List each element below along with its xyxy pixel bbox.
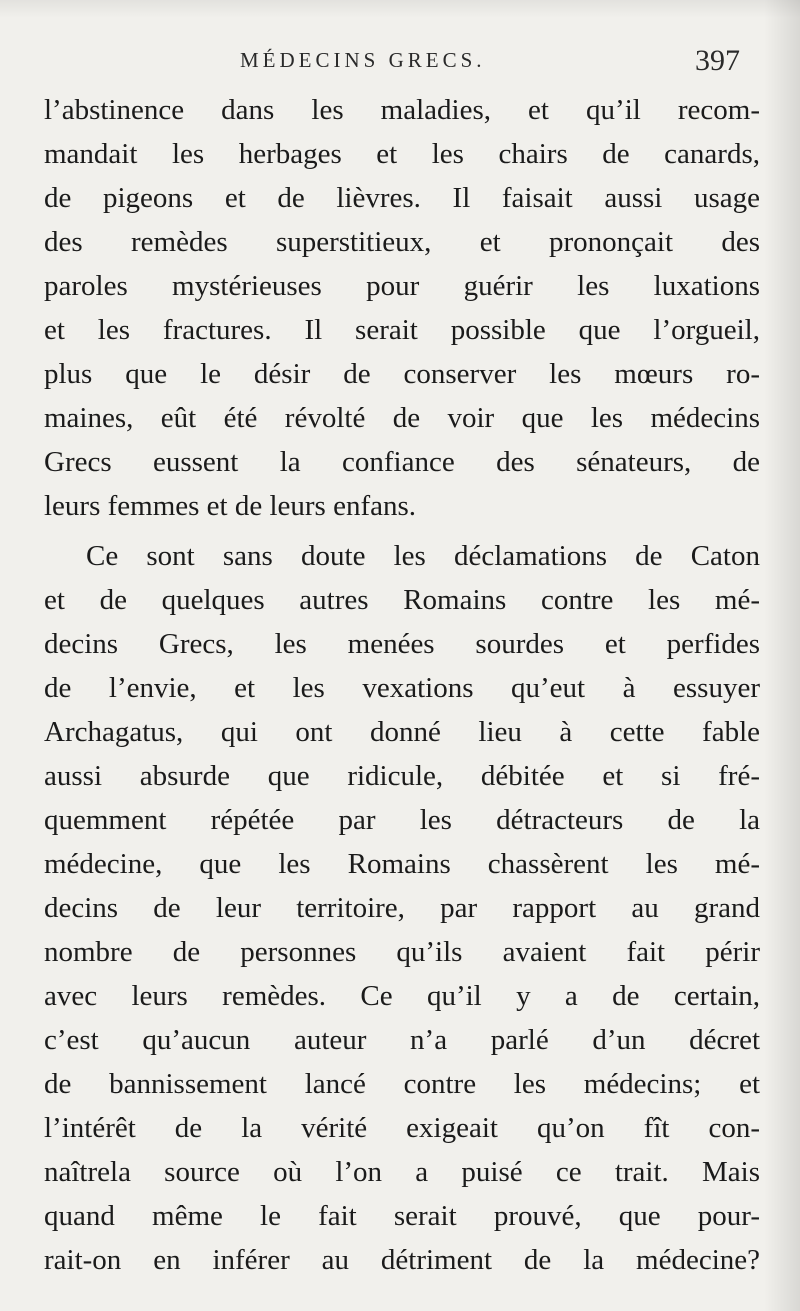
- text-line: maines, eût été révolté de voir que les médecins: [44, 402, 760, 434]
- page-header: [0, 46, 800, 80]
- text-line: aussi absurde que ridicule, débitée et si fré-: [44, 760, 760, 792]
- text-line: quemment répétée par les détracteurs de la: [44, 804, 760, 836]
- text-line: médecine, que les Romains chassèrent les mé-: [44, 848, 760, 880]
- text-line: nombre de personnes qu’ils avaient fait périr: [44, 936, 760, 968]
- text-line: avec leurs remèdes. Ce qu’il y a de certain,: [44, 980, 760, 1012]
- text-line: plus que le désir de conserver les mœurs ro-: [44, 358, 760, 390]
- text-line: de bannissement lancé contre les médecins; et: [44, 1068, 760, 1100]
- text-line: et les fractures. Il serait possible que l’orgueil,: [44, 314, 760, 346]
- text-line: decins de leur territoire, par rapport au grand: [44, 892, 760, 924]
- text-line: des remèdes superstitieux, et prononçait des: [44, 226, 760, 258]
- paragraph-2: [44, 534, 760, 1282]
- paragraph-1: [44, 88, 760, 528]
- text-line: de l’envie, et les vexations qu’eut à essuyer: [44, 672, 760, 704]
- text-line: leurs femmes et de leurs enfans.: [44, 490, 417, 522]
- text-line: decins Grecs, les menées sourdes et perfides: [44, 628, 760, 660]
- running-head: MÉDECINS GRECS.: [240, 48, 486, 72]
- text-line: l’abstinence dans les maladies, et qu’il recom-: [44, 94, 760, 126]
- text-line: naîtrela source où l’on a puisé ce trait. Mais: [44, 1156, 760, 1188]
- text-line: c’est qu’aucun auteur n’a parlé d’un décret: [44, 1024, 760, 1056]
- page-edge-shade: [764, 0, 800, 1311]
- text-line: l’intérêt de la vérité exigeait qu’on fît con-: [44, 1112, 760, 1144]
- text-line: Archagatus, qui ont donné lieu à cette fable: [44, 716, 760, 748]
- text-line: quand même le fait serait prouvé, que pour-: [44, 1200, 760, 1232]
- text-line: Ce sont sans doute les déclamations de Caton: [86, 540, 760, 572]
- text-line: mandait les herbages et les chairs de canards,: [44, 138, 760, 170]
- page-number: 397: [695, 44, 740, 77]
- text-line: et de quelques autres Romains contre les mé-: [44, 584, 760, 616]
- text-line: rait-on en inférer au détriment de la médecine?: [44, 1244, 760, 1276]
- text-line: Grecs eussent la confiance des sénateurs, de: [44, 446, 760, 478]
- page-top-shade: [0, 0, 800, 18]
- text-line: de pigeons et de lièvres. Il faisait aussi usage: [44, 182, 760, 214]
- text-line: paroles mystérieuses pour guérir les luxations: [44, 270, 760, 302]
- body-text: [44, 88, 760, 1282]
